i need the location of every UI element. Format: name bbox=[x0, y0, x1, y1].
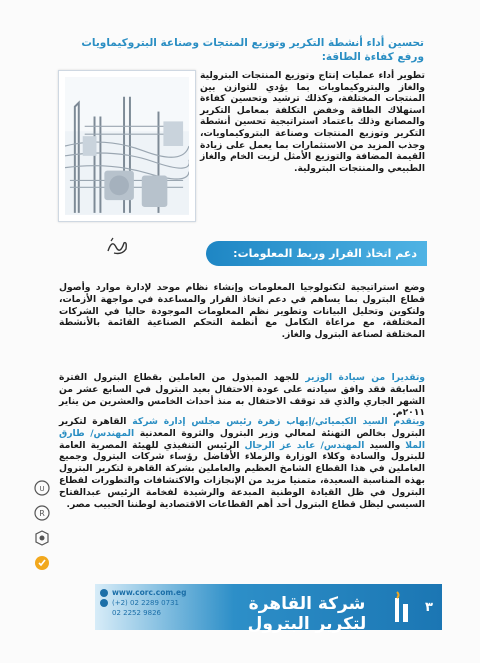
congrats-text-2: والسيد bbox=[364, 439, 406, 451]
paragraph-congratulation bbox=[59, 416, 425, 510]
page-number: ٣ bbox=[425, 600, 433, 615]
section-banner bbox=[206, 241, 427, 266]
svg-text:U: U bbox=[39, 485, 45, 493]
ul-certification-icon bbox=[34, 480, 50, 496]
company-name: شركة القاهرة لتكرير البترول bbox=[247, 594, 367, 634]
certification-icons bbox=[34, 480, 54, 580]
globe-icon bbox=[100, 589, 108, 597]
refinery-photo bbox=[58, 70, 196, 222]
congrats-text-3: الرئيس التنفيذي للهيئة المصرية العامة للبترول والسادة وكلاء الوزارة والزملاء الأفاضل رؤساء شركات البترول وجميع العاملين في هذا القطاع الشامخ العظيم والعاملين بشركة القاهرة لتكرير البترول بهذه المناسبة السعيدة، متمنيا مزيد من الإنجازات والاكتشافات والتطورات لقطاع البترول في ظل القيادة الوطنية المبدعة والرشيدة لفخامة الرئيس عبدالفتاح السيسي ليظل قطاع البترول أحد أهم القطاعات الاقتصادية لوطننا الحبيب مصر. bbox=[59, 439, 425, 510]
phone-2: 02 2252 9826 bbox=[112, 609, 161, 617]
iso-badge-icon bbox=[34, 555, 50, 571]
phone-icon bbox=[100, 599, 108, 607]
paragraph-refining: تطوير أداء عمليات إنتاج وتوزيع المنتجات البترولية والغاز والبتروكيماويات بما يؤدي للتوازن بين المنتجات المختلفة، وكذلك ترشيد وتحسين كفاءة استهلاك الطاقة وخفض التكلفة بمعامل التكرير والمصانع وذلك باعتماد استراتيجية تحسين أنشطة التكرير وتوزيع المنتجات وصناعة البتروكيماويات، وجذب المزيد من الاستثمارات بما يعمل على زيادة القيمة المضافة والتوزيع الأمثل لزيت الخام والغاز الطبيعي والمنتجات البترولية. bbox=[200, 70, 425, 174]
paragraph-it-strategy: وضع استراتيجية لتكنولوجيا المعلومات وإنشاء نظام موحد لإدارة موارد وأصول قطاع البترول بما يساهم في دعم اتخاذ القرار والمساعدة في مواجهة الأزمات، ولتكوين وتحليل البيانات وتطوير نظم المعلومات الموجودة حاليا في الشركات المختلفة، مع مراعاة التكامل مع أنظمة التحكم الصناعية القائمة بالأنشطة المختلفة لصناعة البترول والغاز. bbox=[59, 282, 425, 341]
refinery-illustration bbox=[65, 77, 189, 215]
svg-text:R: R bbox=[39, 509, 45, 518]
congrats-text-1: القاهرة لتكرير البترول بخالص التهنئة لمعالي وزير البترول والثروة المعدنية bbox=[59, 416, 425, 439]
footer-contacts bbox=[100, 588, 210, 618]
quality-badge-icon bbox=[34, 530, 50, 546]
signature-mark bbox=[104, 233, 130, 259]
phone-1: (+2) 02 2289 0731 bbox=[112, 599, 179, 607]
ceo-name: المهندس/ عابد عز الرجال bbox=[244, 439, 365, 451]
website-link[interactable]: www.corc.com.eg bbox=[112, 588, 187, 597]
minister-name: المهندس/ طارق الملا bbox=[59, 427, 425, 451]
company-logo-icon bbox=[392, 590, 412, 624]
chairman-highlight: ويتقدم السيد الكيميائي/إيهاب زهرة رئيس مجلس إدارة شركة bbox=[132, 416, 426, 427]
minister-text: للجهد المبذول من العاملين بقطاع البترول الفترة السابقة فقد وافق سيادته على عودة الاحتفال بعيد البترول في السابع عشر من الشهر الجاري والذي قد توقف الاحتفال به منذ أحداث الخامس والعشرين من يناير ٢٠١١م. bbox=[59, 372, 425, 419]
paragraph-minister bbox=[59, 372, 425, 419]
registered-icon bbox=[34, 505, 50, 521]
banner-label: دعم اتخاذ القرار وربط المعلومات: bbox=[233, 247, 417, 260]
section-title: تحسين أداء أنشطة التكرير وتوزيع المنتجات وصناعة البتروكيماويات ورفع كفاءة الطاقة: bbox=[81, 37, 424, 63]
minister-highlight: وتقديرا من سيادة الوزير bbox=[305, 372, 425, 383]
